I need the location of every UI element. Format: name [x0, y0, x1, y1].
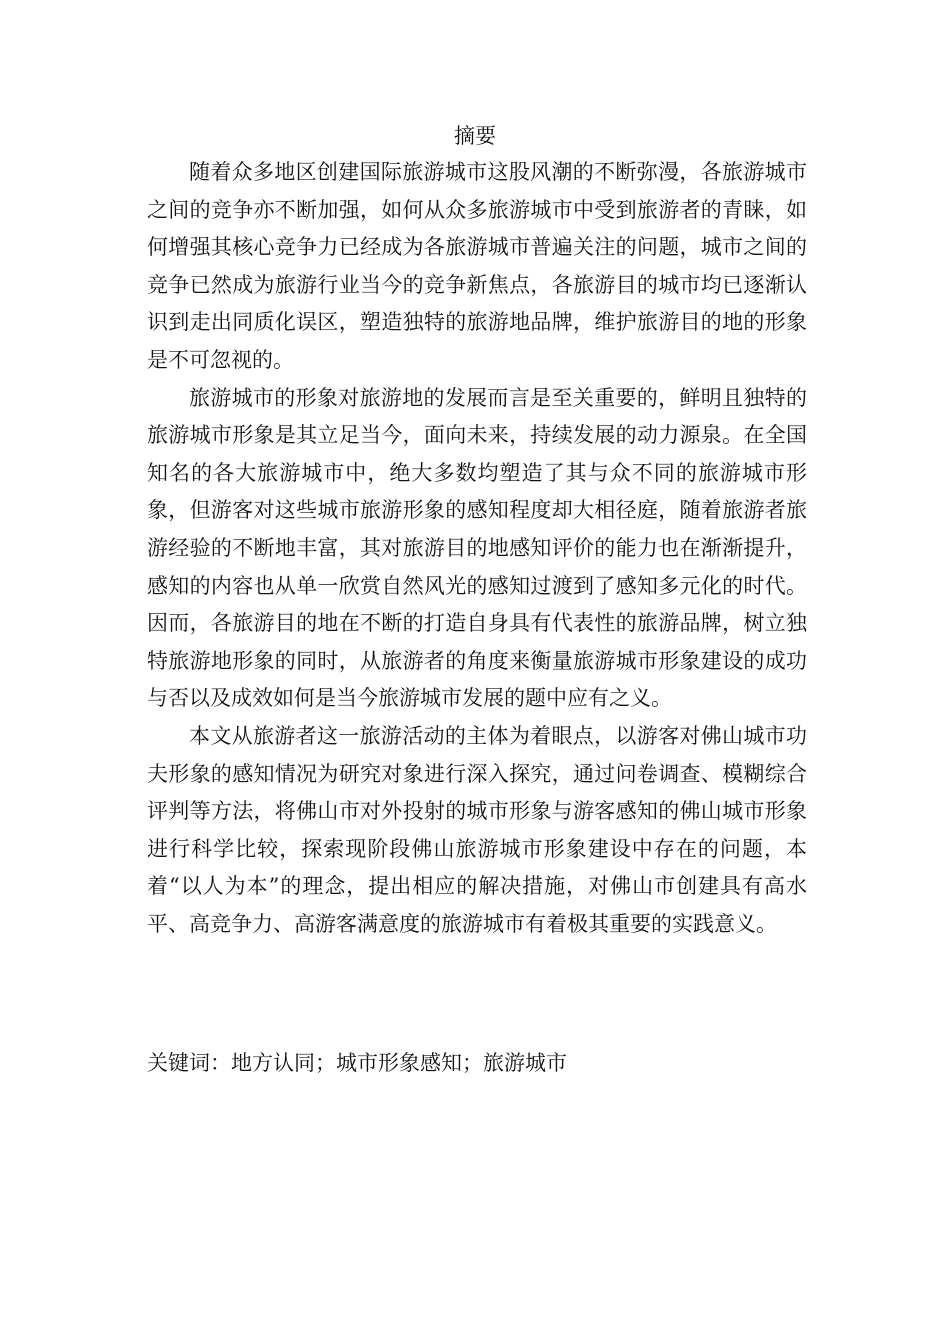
abstract-body [147, 154, 807, 943]
abstract-paragraph-3: 本文从旅游者这一旅游活动的主体为着眼点，以游客对佛山城市功夫形象的感知情况为研究对象进行深入探究，通过问卷调查、模糊综合评判等方法，将佛山市对外投射的城市形象与游客感知的佛山城市形象进行科学比较，探索现阶段佛山旅游城市形象建设中存在的问题，本着“以人为本”的理念，提出相应的解决措施，对佛山市创建具有高水平、高竞争力、高游客满意度的旅游城市有着极其重要的实践意义。 [147, 723, 807, 936]
abstract-paragraph-1: 随着众多地区创建国际旅游城市这股风潮的不断弥漫，各旅游城市之间的竞争亦不断加强，如何从众多旅游城市中受到旅游者的青睐，如何增强其核心竞争力已经成为各旅游城市普遍关注的问题，城市之间的竞争已然成为旅游行业当今的竞争新焦点，各旅游目的城市均已逐渐认识到走出同质化误区，塑造独特的旅游地品牌，维护旅游目的地的形象是不可忽视的。 [147, 160, 807, 372]
abstract-paragraph-2: 旅游城市的形象对旅游地的发展而言是至关重要的，鲜明且独特的旅游城市形象是其立足当今，面向未来，持续发展的动力源泉。在全国知名的各大旅游城市中，绝大多数均塑造了其与众不同的旅游城市形象，但游客对这些城市旅游形象的感知程度却大相径庭，随着旅游者旅游经验的不断地丰富，其对旅游目的地感知评价的能力也在渐渐提升，感知的内容也从单一欣赏自然风光的感知过渡到了感知多元化的时代。因而，各旅游目的地在不断的打造自身具有代表性的旅游品牌，树立独特旅游地形象的同时，从旅游者的角度来衡量旅游城市形象建设的成功与否以及成效如何是当今旅游城市发展的题中应有之义。 [147, 385, 807, 711]
abstract-title: 摘要 [454, 124, 496, 148]
keywords-line: 关键词：地方认同；城市形象感知；旅游城市 [147, 1051, 567, 1075]
